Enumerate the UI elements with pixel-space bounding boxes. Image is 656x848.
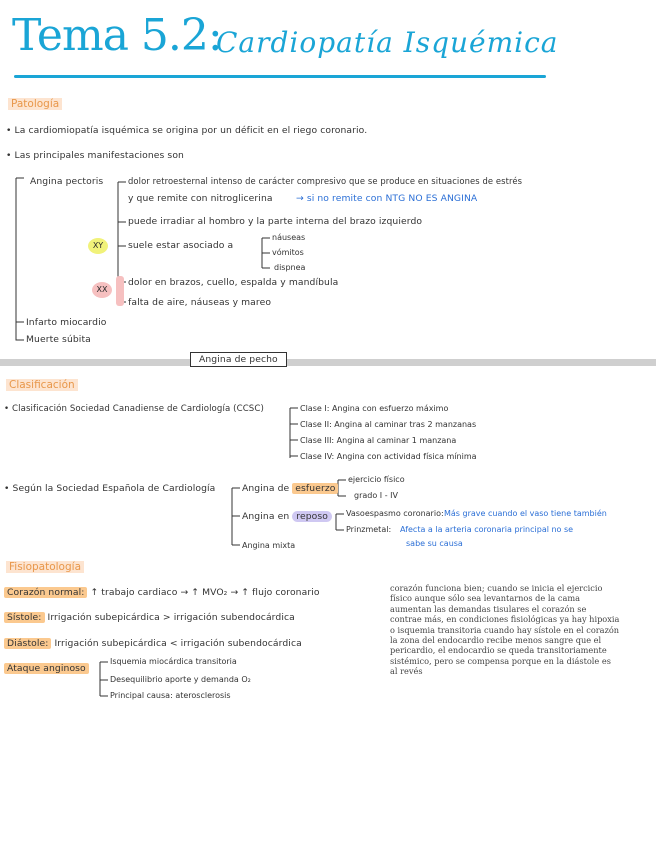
corazon-text: ↑ trabajo cardiaco → ↑ MVO₂ → ↑ flujo coronario <box>90 587 320 598</box>
dolor-brazos-line: dolor en brazos, cuello, espalda y mandíbula <box>128 277 339 288</box>
patologia-line2: • Las principales manifestaciones son <box>6 150 184 161</box>
section-patologia: Patología <box>8 98 62 110</box>
ataque-label: Ataque anginoso <box>4 663 89 674</box>
ataque-item-3: Principal causa: aterosclerosis <box>110 691 231 700</box>
clase-4: Clase IV: Angina con actividad física mínima <box>300 452 477 461</box>
angina-de-text: Angina de <box>242 483 290 494</box>
section-clasificacion: Clasificación <box>6 379 78 391</box>
diastole-label: Diástole: <box>4 638 51 649</box>
corazon-label: Corazón normal: <box>4 587 87 598</box>
sistole-label: Sístole: <box>4 612 45 623</box>
vasoespasmo-label: Vasoespasmo coronario: <box>346 509 444 518</box>
clase-1: Clase I: Angina con esfuerzo máximo <box>300 404 449 413</box>
page-subtitle: Cardiopatía Isquémica <box>216 26 559 59</box>
prinzmetal-note-2: sabe su causa <box>406 539 463 548</box>
asociado-line: suele estar asociado a <box>128 240 234 251</box>
xx-badge: XX <box>92 282 112 298</box>
prinzmetal-label: Prinzmetal: <box>346 525 392 534</box>
asociado-item-2: vómitos <box>272 248 304 257</box>
prinzmetal-note-1: Afecta a la arteria coronaria principal no se <box>400 525 574 534</box>
asociado-item-3: dispnea <box>274 263 306 272</box>
angina-label: Angina pectoris <box>30 176 104 187</box>
angina-en-text: Angina en <box>242 511 290 522</box>
diastole-text: Irrigación subepicárdica < irrigación subendocárdica <box>54 638 302 649</box>
esfuerzo-item-2: grado I - IV <box>354 491 398 500</box>
typed-note: corazón funciona bien; cuando se inicia el ejercicio físico aunque sólo sea levantarnos de la cama aumentan las demandas tisulares el corazón se contrae más, en condiciones fisiológicas ya hay hipoxia o isquemia transitoria cuando hay sístole en el corazón la zona del endocardio recibe menos sangre que el pericardio, el endocardio se queda transitoriamente sistémico, pero se compensa porque en la diástole es al revés <box>390 583 620 677</box>
irradia-line: puede irradiar al hombro y la parte interna del brazo izquierdo <box>128 216 423 227</box>
vasoespasmo-note: Más grave cuando el vaso tiene también <box>444 509 607 518</box>
infarto-label: Infarto miocardio <box>26 317 107 328</box>
ccsc-label: • Clasificación Sociedad Canadiense de Cardiología (CCSC) <box>4 404 264 414</box>
esfuerzo-item-1: ejercicio físico <box>348 475 405 484</box>
asociado-item-1: náuseas <box>272 233 306 242</box>
sistole-text: Irrigación subepicárdica > irrigación subendocárdica <box>47 612 295 623</box>
muerte-label: Muerte súbita <box>26 334 91 345</box>
clase-2: Clase II: Angina al caminar tras 2 manzanas <box>300 420 477 429</box>
dolor-note: → si no remite con NTG NO ES ANGINA <box>296 193 478 204</box>
ataque-item-1: Isquemia miocárdica transitoria <box>110 657 237 666</box>
angina-mixta: Angina mixta <box>242 541 296 550</box>
clase-3: Clase III: Angina al caminar 1 manzana <box>300 436 457 445</box>
falta-aire-line: falta de aire, náuseas y mareo <box>128 297 272 308</box>
sec-label: • Según la Sociedad Española de Cardiología <box>4 483 216 494</box>
esfuerzo-highlight: esfuerzo <box>292 483 338 494</box>
patologia-line1: • La cardiomiopatía isquémica se origina por un déficit en el riego coronario. <box>6 125 368 136</box>
xy-badge: XY <box>88 238 108 254</box>
ataque-item-2: Desequilibrio aporte y demanda O₂ <box>110 675 251 684</box>
reposo-highlight: reposo <box>292 511 332 522</box>
boxed-angina-de-pecho: Angina de pecho <box>190 352 287 367</box>
dolor-line1: dolor retroesternal intenso de carácter compresivo que se produce en situaciones de estrés <box>128 176 523 186</box>
page-title: Tema 5.2: <box>12 10 222 61</box>
dolor-line2: y que remite con nitroglicerina <box>128 193 273 204</box>
section-fisiopatologia: Fisiopatología <box>6 561 84 573</box>
